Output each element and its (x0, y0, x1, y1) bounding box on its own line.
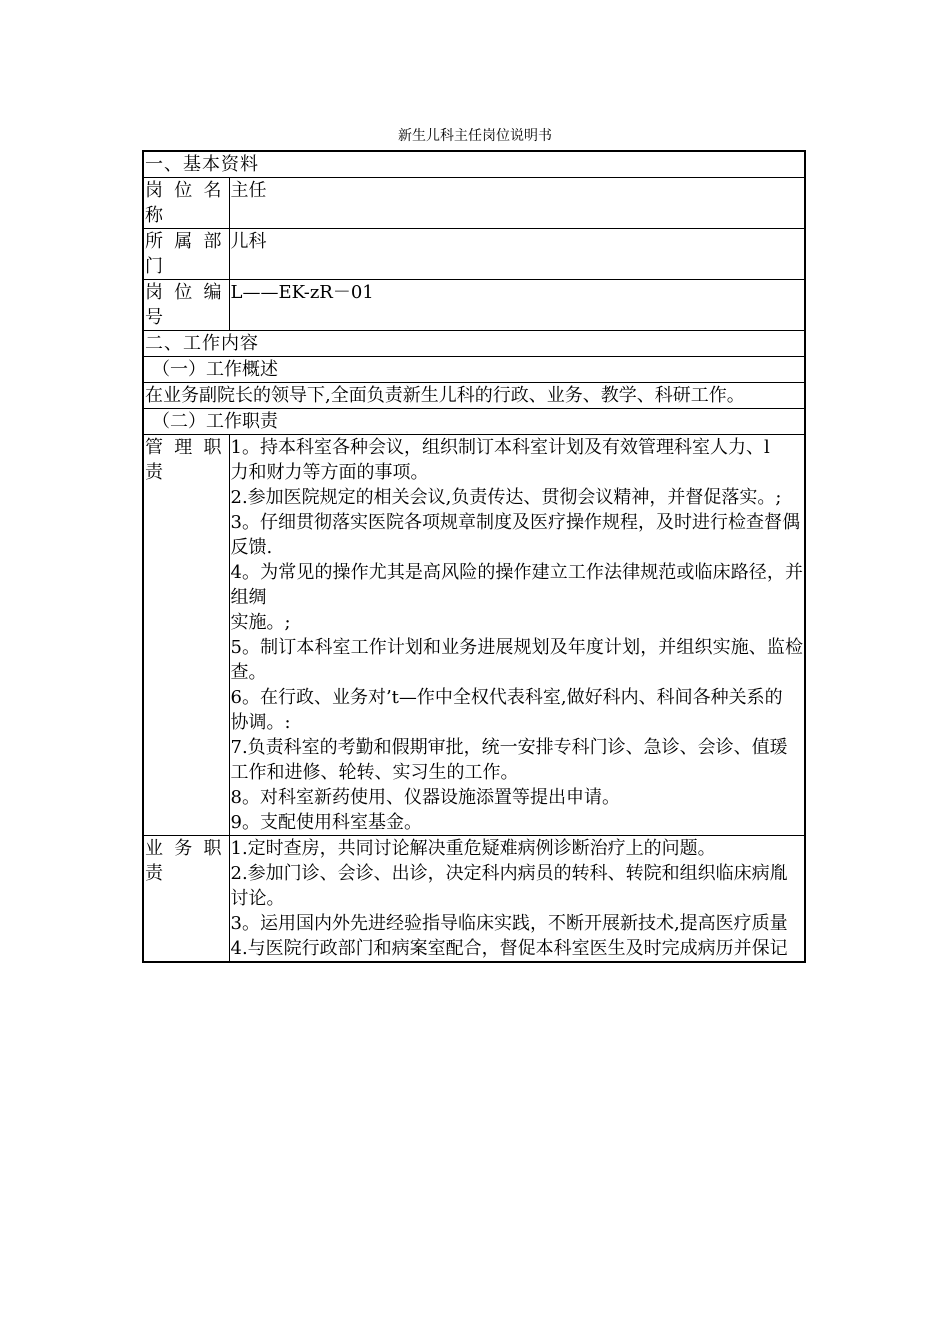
label-position-name: 岗位名称 (143, 178, 229, 229)
label-business-duties: 业务职责 (143, 836, 229, 963)
management-item: 8。对科室新药使用、仪器设施添置等提出申请。 (230, 787, 620, 808)
section-heading-work: 二、工作内容 (143, 331, 805, 357)
value-department: 儿科 (229, 229, 805, 280)
management-item: 工作和进修、轮转、实习生的工作。 (230, 762, 519, 783)
subsection-row-duties (143, 409, 805, 435)
business-item: 讨论。 (230, 888, 285, 909)
business-item: 3。运用国内外先进经验指导临床实践，不断开展新技术,提高医疗质量 (230, 913, 788, 934)
overview-text: 在业务副院长的领导下,全面负责新生儿科的行政、业务、教学、科研工作。 (143, 383, 805, 409)
business-duties-list (229, 836, 805, 963)
row-position-code (143, 280, 805, 331)
row-management-duties (143, 435, 805, 836)
management-item: 协调。: (230, 712, 291, 733)
business-item: 2.参加门诊、会诊、出诊，决定科内病员的转科、转院和组织临床病胤 (230, 863, 788, 884)
label-department: 所属部门 (143, 229, 229, 280)
row-business-duties (143, 836, 805, 963)
management-item: 实施。; (230, 612, 291, 633)
label-position-code: 岗位编号 (143, 280, 229, 331)
management-duties-list (229, 435, 805, 836)
management-item: 反馈. (230, 537, 273, 558)
management-item: 7.负责科室的考勤和假期审批，统一安排专科门诊、急诊、会诊、值瑗 (230, 737, 788, 758)
subsection-heading-duties: （二）工作职责 (143, 409, 805, 435)
job-description-table (142, 150, 806, 963)
management-item: 3。仔细贯彻落实医院各项规章制度及医疗操作规程，及时进行检查督偶 (230, 512, 800, 533)
management-item: 1。持本科室各种会议，组织制订本科室计划及有效管理科室人力、l (230, 437, 770, 458)
row-overview-text (143, 383, 805, 409)
section-row-basic (143, 151, 805, 178)
management-item: 2.参加医院规定的相关会议,负责传达、贯彻会议精神，并督促落实。; (230, 487, 782, 508)
row-position-name (143, 178, 805, 229)
subsection-row-overview (143, 357, 805, 383)
value-position-code: L——EK-zR－01 (229, 280, 805, 331)
value-position-name: 主任 (229, 178, 805, 229)
label-management-duties: 管理职责 (143, 435, 229, 836)
section-heading-basic: 一、基本资料 (143, 151, 805, 178)
management-item: 力和财力等方面的事项。 (230, 462, 429, 483)
section-row-work (143, 331, 805, 357)
management-item: 4。为常见的操作尤其是高风险的操作建立工作法律规范或临床路径，并组绸 (230, 562, 803, 608)
business-item: 1.定时查房，共同讨论解决重危疑难病例诊断治疗上的问题。 (230, 838, 716, 859)
subsection-heading-overview: （一）工作概述 (143, 357, 805, 383)
document-title: 新生儿科主任岗位说明书 (398, 128, 552, 144)
management-item: 9。支配使用科室基金。 (230, 812, 422, 833)
row-department (143, 229, 805, 280)
business-item: 4.与医院行政部门和病案室配合，督促本科室医生及时完成病历并保记 (230, 938, 788, 959)
management-item: 5。制订本科室工作计划和业务进展规划及年度计划，并组织实施、监检查。 (230, 637, 803, 683)
management-item: 6。在行政、业务对’t—作中全权代表科室,做好科内、科间各种关系的 (230, 687, 783, 708)
